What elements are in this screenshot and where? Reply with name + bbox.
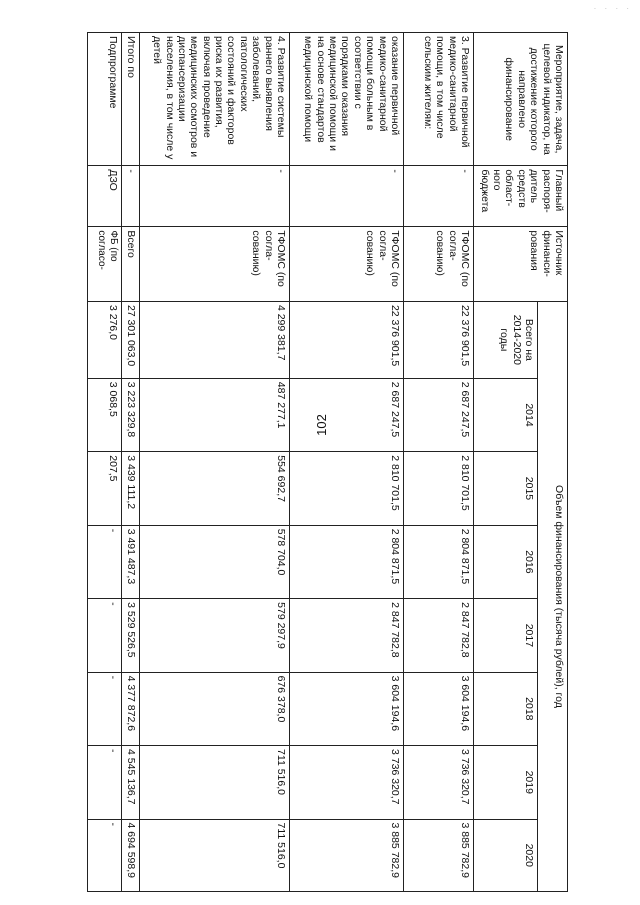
financing-table-rotated <box>88 32 568 892</box>
header-year: 2015 <box>474 452 538 525</box>
row-manager: - <box>290 166 404 227</box>
row-value: 207,5 <box>88 452 122 525</box>
row-total: 27 301 063,0 <box>122 301 140 378</box>
table-row <box>140 33 290 892</box>
row-manager: - <box>122 166 140 227</box>
row-value: 487 277,1 <box>140 378 290 451</box>
header-manager: Главный распоря-дитель средств област-ного бюджета <box>474 166 568 227</box>
row-value: 3 491 487,3 <box>122 525 140 598</box>
row-value: 2 847 782,8 <box>290 599 404 672</box>
row-source: ТФОМС (по согла-сованию) <box>404 227 474 302</box>
row-total: 4 299 381,7 <box>140 301 290 378</box>
row-value: - <box>88 672 122 745</box>
row-measure: Итого по <box>122 33 140 166</box>
row-value: 2 804 871,5 <box>404 525 474 598</box>
header-year: 2014 <box>474 378 538 451</box>
header-source: Источник финанси-рования <box>474 227 568 302</box>
table-row <box>404 33 474 892</box>
row-value: 2 810 701,5 <box>404 452 474 525</box>
row-measure: Подпрограмме <box>88 33 122 166</box>
row-value: 3 604 194,6 <box>290 672 404 745</box>
row-value: 711 516,0 <box>140 746 290 819</box>
header-total: Всего на 2014-2020 годы <box>474 301 538 378</box>
row-manager: - <box>140 166 290 227</box>
page-number: 102 <box>314 414 329 436</box>
row-value: 4 694 598,9 <box>122 819 140 892</box>
row-value: 711 516,0 <box>140 819 290 892</box>
row-total: 22 376 901,5 <box>290 301 404 378</box>
row-source: ТФОМС (по согла-сованию) <box>290 227 404 302</box>
row-value: 554 692,7 <box>140 452 290 525</box>
row-value: 3 736 320,7 <box>404 746 474 819</box>
row-value: 578 704,0 <box>140 525 290 598</box>
row-value: 579 297,9 <box>140 599 290 672</box>
row-value: 3 068,5 <box>88 378 122 451</box>
row-total: 3 276,0 <box>88 301 122 378</box>
row-value: 3 529 526,5 <box>122 599 140 672</box>
header-year: 2019 <box>474 746 538 819</box>
header-measure: Мероприятие, задача, целевой индикатор, на достижение которого направлено финансирование <box>474 33 568 166</box>
row-source: Всего <box>122 227 140 302</box>
row-value: 676 378,0 <box>140 672 290 745</box>
table-row <box>290 33 404 892</box>
row-value: 3 223 329,8 <box>122 378 140 451</box>
header-year: 2020 <box>474 819 538 892</box>
row-value: 2 687 247,5 <box>404 378 474 451</box>
row-value: 3 736 320,7 <box>290 746 404 819</box>
row-measure: оказание первичной медико-санитарной помощи больным в соответствии с порядками оказания медицинской помощи и на основе стандартов медицинской помощи <box>290 33 404 166</box>
row-source: ТФОМС (по согла-сованию) <box>140 227 290 302</box>
row-value: - <box>88 819 122 892</box>
row-manager: ДЗО <box>88 166 122 227</box>
header-volume: Объем финансирования (тысяча рублей), год <box>538 301 568 891</box>
row-value: 3 885 782,9 <box>404 819 474 892</box>
header-year: 2018 <box>474 672 538 745</box>
header-row-1 <box>538 33 568 892</box>
row-value: 2 810 701,5 <box>290 452 404 525</box>
table-row <box>88 33 122 892</box>
row-value: 2 687 247,5 <box>290 378 404 451</box>
row-value: 4 377 872,6 <box>122 672 140 745</box>
row-manager: - <box>404 166 474 227</box>
row-value: 3 604 194,6 <box>404 672 474 745</box>
table-row <box>122 33 140 892</box>
row-value: 2 847 782,8 <box>404 599 474 672</box>
row-source: ФБ (по согласо- <box>88 227 122 302</box>
row-value: 3 439 111,2 <box>122 452 140 525</box>
row-value: 4 545 136,7 <box>122 746 140 819</box>
header-year: 2016 <box>474 525 538 598</box>
header-year: 2017 <box>474 599 538 672</box>
financing-table <box>87 32 568 892</box>
row-value: - <box>88 525 122 598</box>
row-measure: 4. Развитие системы раннего выявления заболеваний, патологических состояний и факторов риска их развития, включая проведение медицинских осмотров и диспансеризации населения, в том числе у детей <box>140 33 290 166</box>
row-total: 22 376 901,5 <box>404 301 474 378</box>
row-value: 2 804 871,5 <box>290 525 404 598</box>
row-value: 3 885 782,9 <box>290 819 404 892</box>
row-measure: 3. Развитие первичной медико-санитарной помощи, в том числе сельским жителям: <box>404 33 474 166</box>
scan-marks: · · · · <box>593 4 632 13</box>
row-value: - <box>88 746 122 819</box>
row-value: - <box>88 599 122 672</box>
